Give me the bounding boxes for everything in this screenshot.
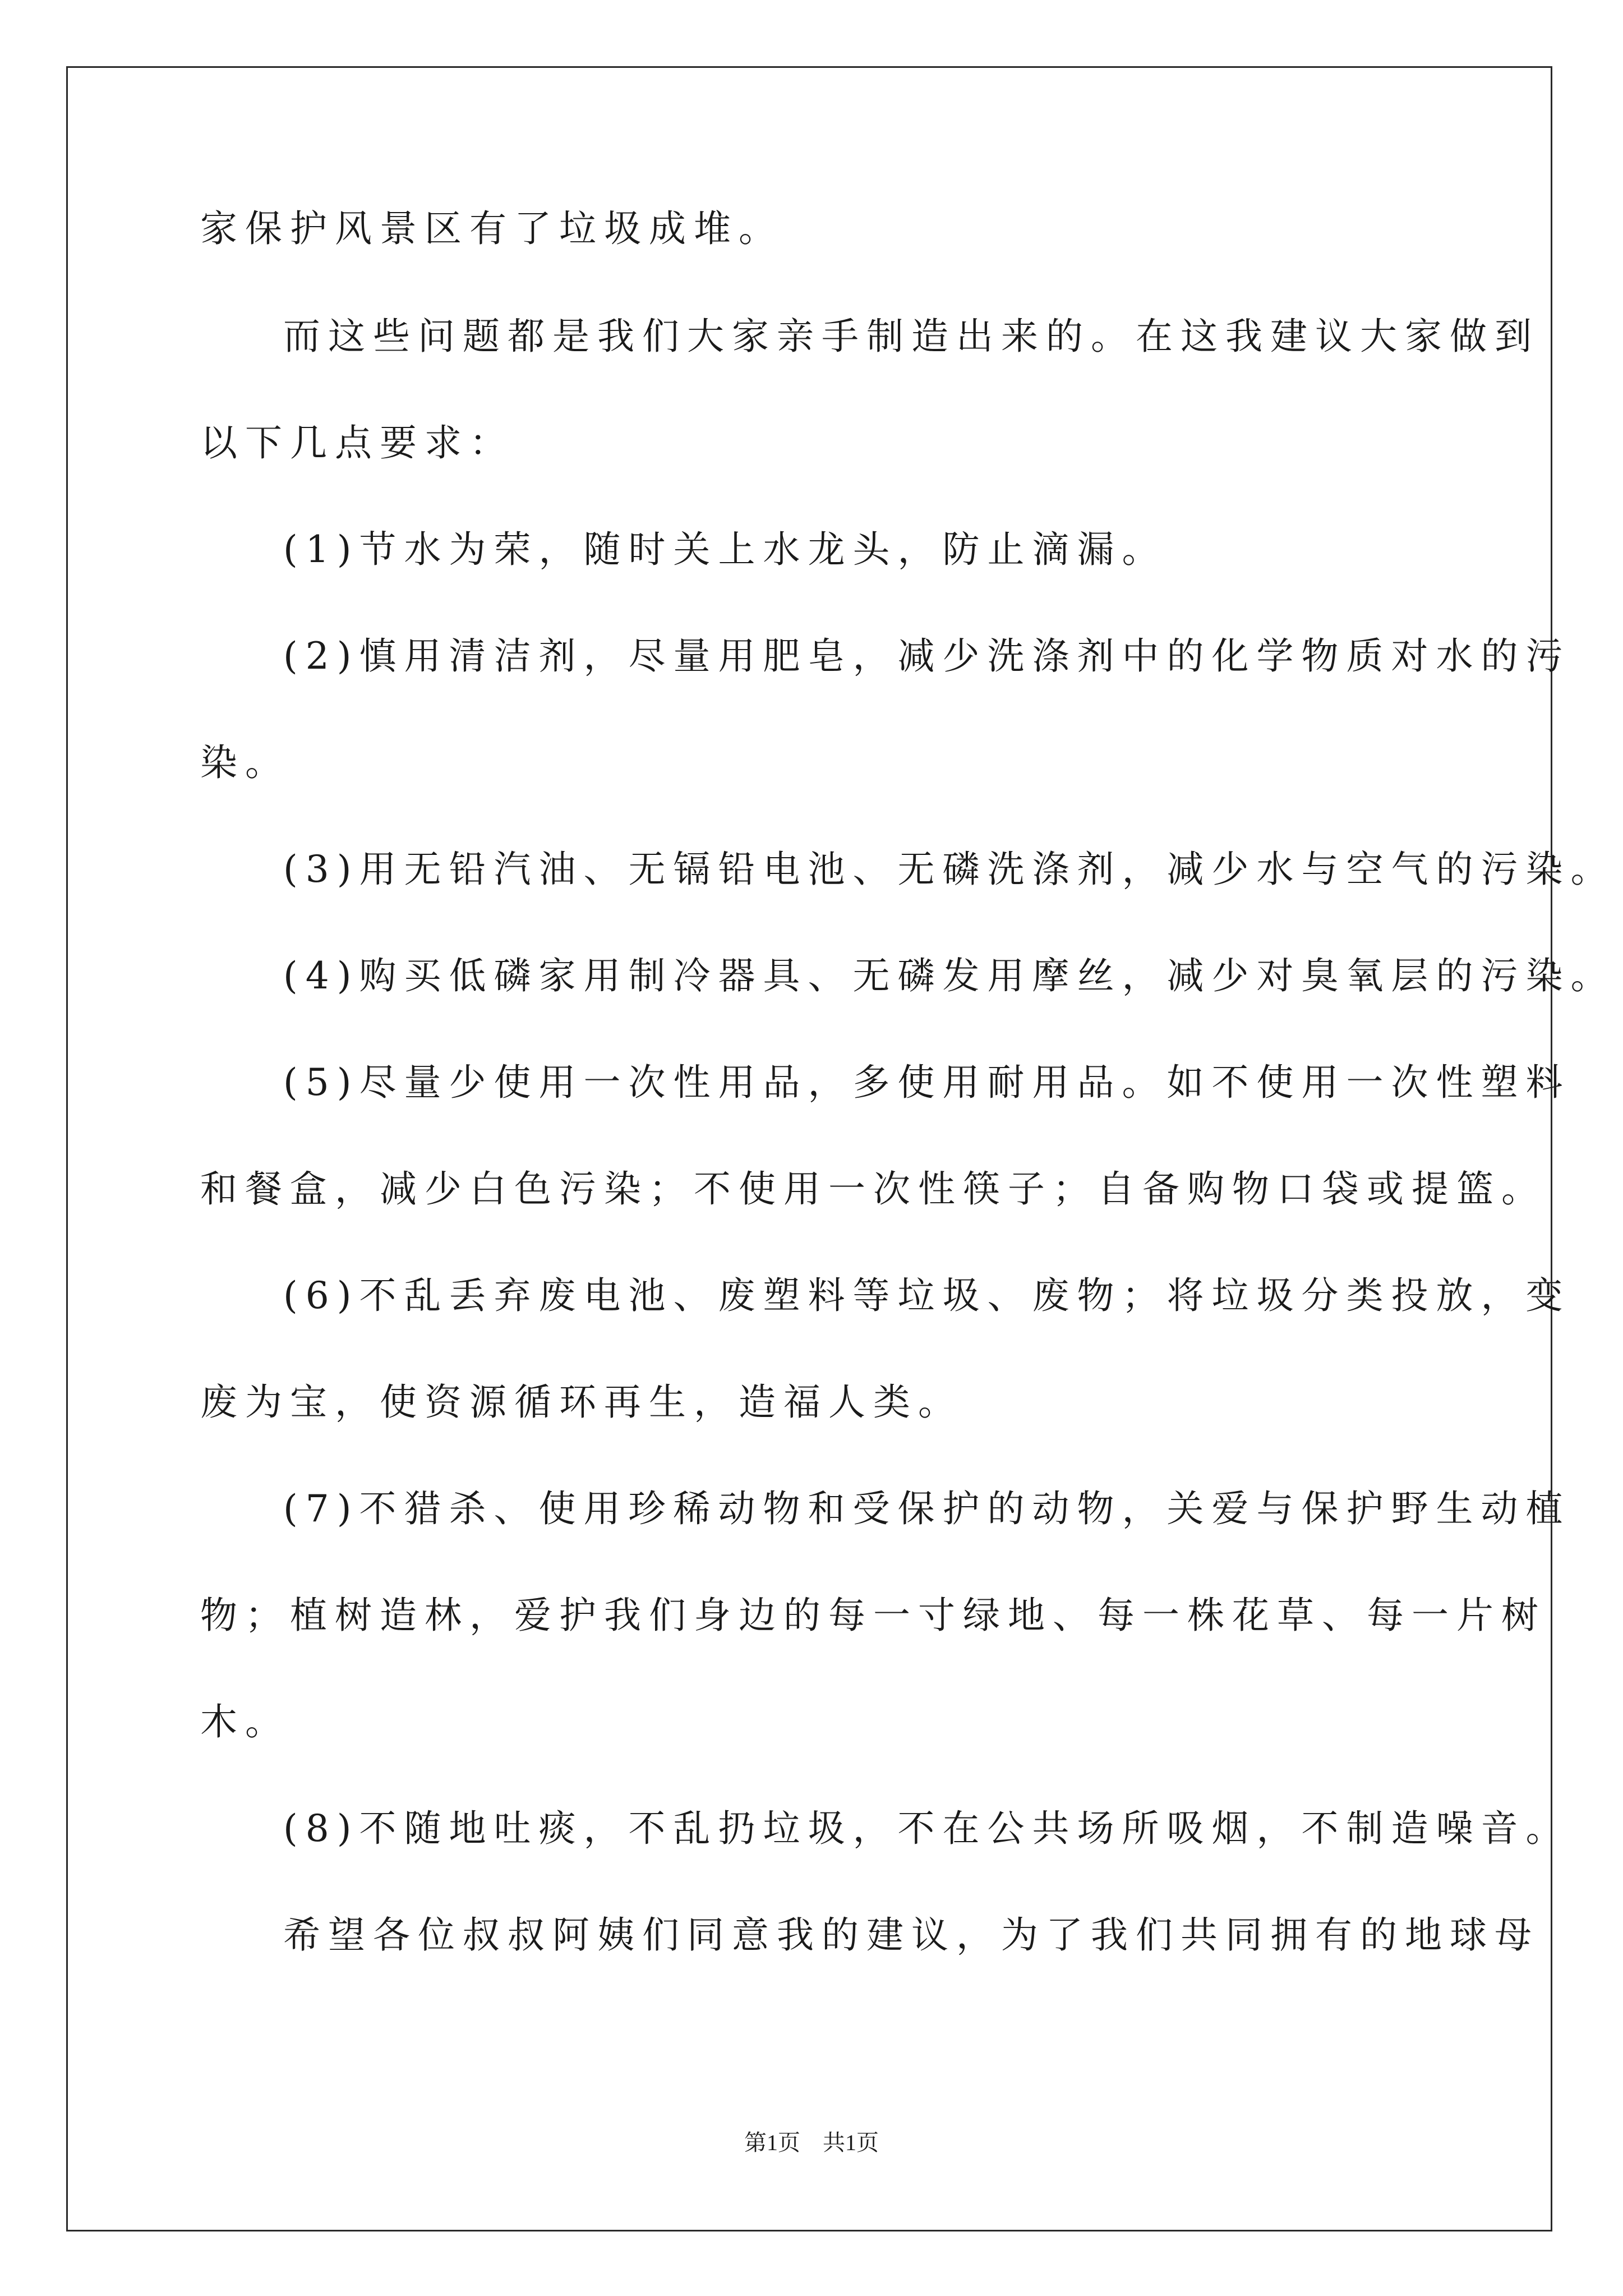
text-line: (7)不猎杀、使用珍稀动物和受保护的动物，关爱与保护野生动植 [283,1487,1571,1530]
text-line: 废为宝，使资源循环再生，造福人类。 [200,1381,963,1424]
text-line: (5)尽量少使用一次性用品，多使用耐用品。如不使用一次性塑料 [283,1061,1571,1104]
text-line: (4)购买低磷家用制冷器具、无磷发用摩丝，减少对臭氧层的污染。 [283,954,1616,997]
page-footer: 第1页 共1页 [744,2130,879,2155]
text-line: (1)节水为荣，随时关上水龙头，防止滴漏。 [283,528,1167,571]
text-line: (6)不乱丢弃废电池、废塑料等垃圾、废物；将垃圾分类投放，变 [283,1274,1571,1317]
text-line: 而这些问题都是我们大家亲手制造出来的。在这我建议大家做到 [283,315,1539,358]
text-line: 和餐盒，减少白色污染；不使用一次性筷子；自备购物口袋或提篮。 [200,1167,1546,1211]
text-line: (8)不随地吐痰，不乱扔垃圾，不在公共场所吸烟，不制造噪音。 [283,1807,1571,1850]
text-line: (2)慎用清洁剂，尽量用肥皂，减少洗涤剂中的化学物质对水的污 [283,634,1571,678]
text-line: 家保护风景区有了垃圾成堆。 [200,207,783,250]
text-line: 以下几点要求： [200,421,514,464]
page-border [66,66,1552,2231]
text-line: 木。 [200,1700,290,1743]
text-line: 物；植树造林，爱护我们身边的每一寸绿地、每一株花草、每一片树 [200,1594,1546,1637]
text-line: 希望各位叔叔阿姨们同意我的建议，为了我们共同拥有的地球母 [283,1913,1539,1957]
text-line: 染。 [200,741,290,784]
text-line: (3)用无铅汽油、无镉铅电池、无磷洗涤剂，减少水与空气的污染。 [283,848,1616,891]
